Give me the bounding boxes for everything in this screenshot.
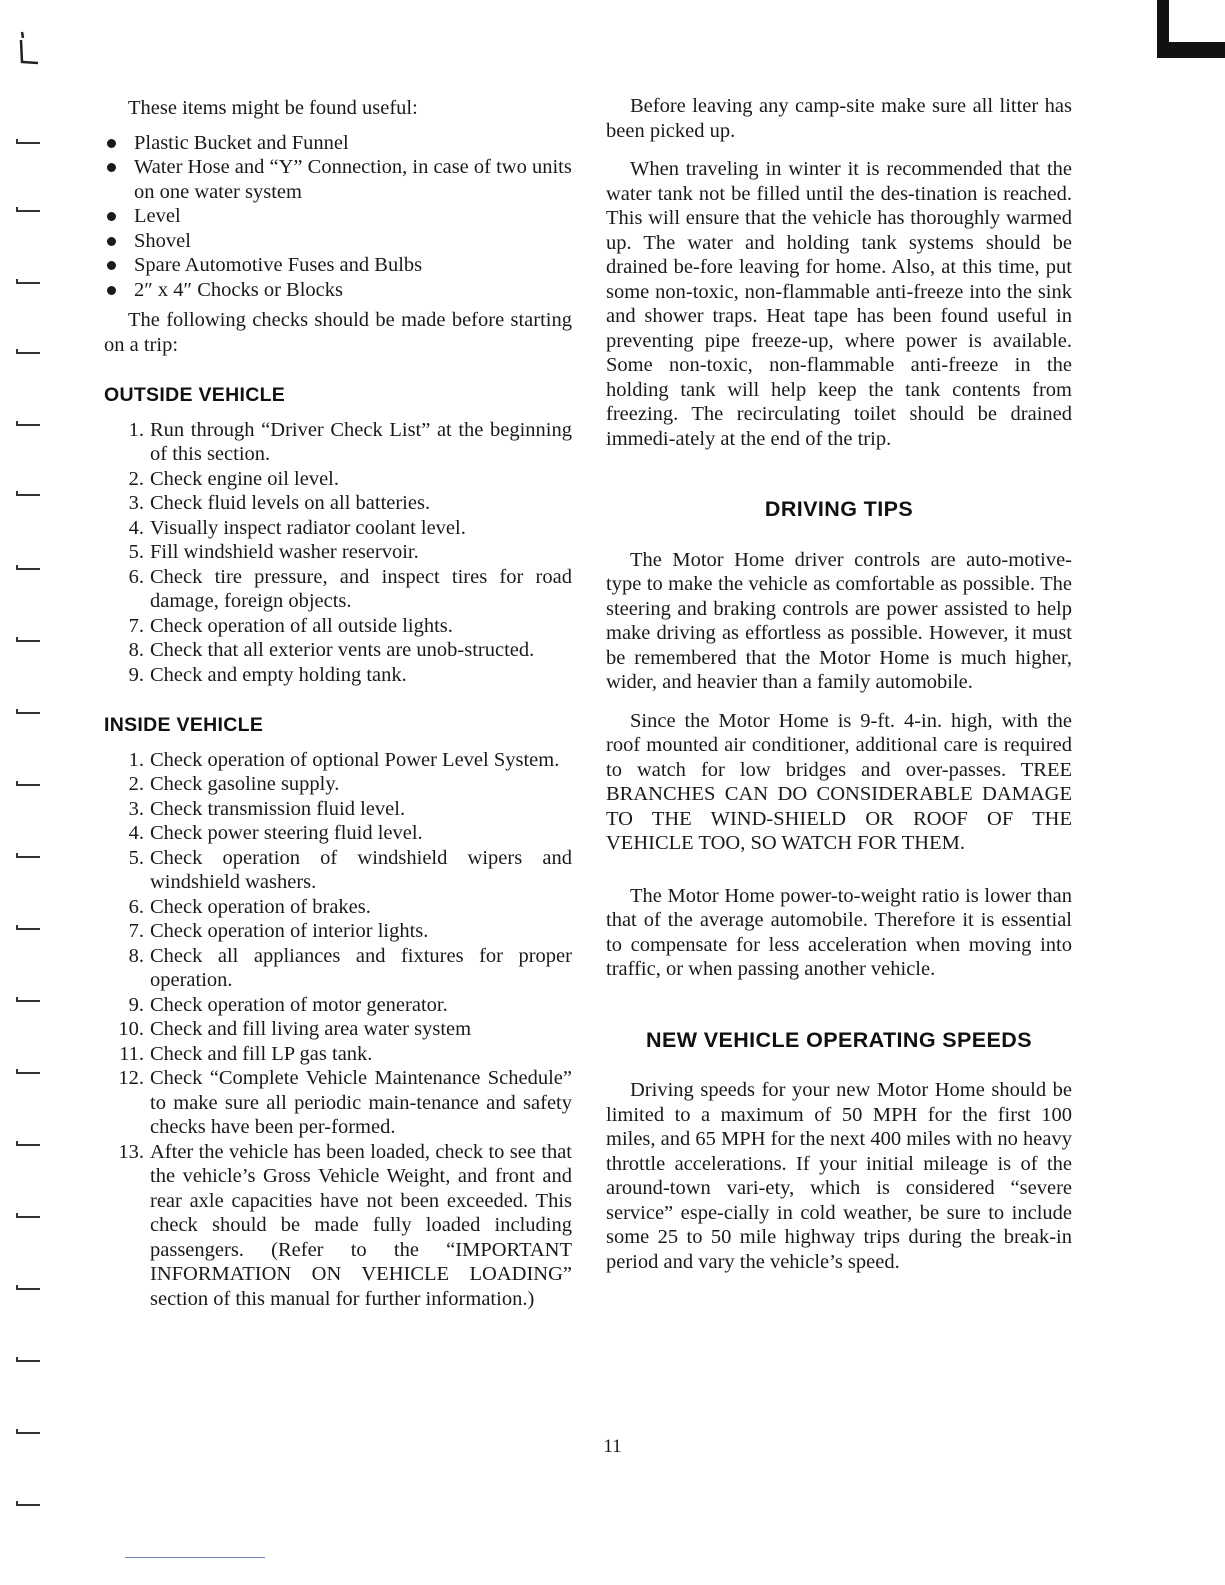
binding-tick <box>18 282 40 284</box>
list-item: 4. Check power steering fluid level. <box>128 822 423 844</box>
list-item: 9. Check and empty holding tank. <box>128 663 407 686</box>
list-item: 5. Check operation of windshield wipers and windshield washers. <box>128 846 572 893</box>
list-item: 3. Check transmission fluid level. <box>128 797 406 820</box>
binding-tick <box>18 1432 40 1434</box>
new-vehicle-speeds-heading: NEW VEHICLE OPERATING SPEEDS <box>646 1027 1032 1052</box>
right-column <box>606 94 1072 1274</box>
binding-tick <box>18 1000 40 1002</box>
binding-tick <box>18 856 40 858</box>
outside-vehicle-heading: OUTSIDE VEHICLE <box>104 384 286 406</box>
operating-speeds-paragraph: Driving speeds for your new Motor Home should be limited to a maximum of 50 MPH for the first 100 miles, and 65 MPH for the next 400 miles with no heavy throttle accelerations. If your initial mileage is of the around-town vari-ety, which is considered “severe service” espe-cially in cold weather, be sure to include some 25 to 50 mile highway trips during the break-in period and vary the vehicle’s speed. <box>606 1079 1072 1273</box>
height-warning-paragraph: Since the Motor Home is 9-ft. 4-in. high, with the roof mounted air conditioner, additional care is required to watch for low bridges and over-passes. TREE BRANCHES CAN DO CONSIDERABLE DAMAGE TO THE WIND-SHIELD OR ROOF OF THE VEHICLE TOO, SO WATCH FOR THEM. <box>606 709 1072 854</box>
binding-tick <box>18 784 40 786</box>
tree-branches-warning: TREE BRANCHES CAN DO CONSIDERABLE DAMAGE TO THE WIND-SHIELD OR ROOF OF THE VEHICLE TOO, SO WATCH FOR THEM. <box>606 758 1072 854</box>
bottom-rule <box>125 1557 265 1558</box>
page-tab-mark <box>1157 0 1225 58</box>
list-item: 2. Check gasoline supply. <box>128 773 340 795</box>
list-item: 2. Check engine oil level. <box>128 467 339 490</box>
binding-tick <box>18 712 40 714</box>
binding-tick <box>18 1216 40 1218</box>
binding-tick <box>18 640 40 642</box>
list-item: Plastic Bucket and Funnel <box>104 131 572 156</box>
list-item: 12. Check “Complete Vehicle Maintenance Schedule” to make sure all periodic main-tenance and safety checks have been per-formed. <box>118 1067 572 1138</box>
outside-vehicle-checklist <box>104 418 572 688</box>
binding-tick <box>18 352 40 354</box>
list-item: 6. Check tire pressure, and inspect tires for road damage, foreign objects. <box>128 565 572 612</box>
list-item: 9. Check operation of motor generator. <box>128 993 448 1016</box>
list-item: 8. Check all appliances and fixtures for proper operation. <box>128 944 572 991</box>
binding-tick <box>18 210 40 212</box>
list-item: Shovel <box>104 229 572 254</box>
binding-tick <box>18 1144 40 1146</box>
list-item: 5. Fill windshield washer reservoir. <box>128 541 419 563</box>
list-item: 1. Run through “Driver Check List” at the beginning of this section. <box>128 418 572 465</box>
list-item: 8. Check that all exterior vents are unob-structed. <box>128 639 535 661</box>
page-number: 11 <box>603 1436 622 1457</box>
binding-tick <box>18 568 40 570</box>
list-item: 7. Check operation of all outside lights. <box>128 614 453 637</box>
power-weight-paragraph: The Motor Home power-to-weight ratio is lower than that of the average automobile. Therefore it is essential to compensate for less acceleration when moving into traffic, or when passing another vehicle. <box>606 884 1072 980</box>
left-column <box>104 96 572 1311</box>
list-item: Water Hose and “Y” Connection, in case of two units on one water system <box>104 155 572 204</box>
list-item: Spare Automotive Fuses and Bulbs <box>104 253 572 278</box>
useful-items-list <box>104 131 572 303</box>
campsite-paragraph: Before leaving any camp-site make sure all litter has been picked up. <box>606 95 1072 142</box>
inside-vehicle-checklist <box>104 748 572 1312</box>
checks-intro: The following checks should be made before starting on a trip: <box>104 309 572 356</box>
list-item: 7. Check operation of interior lights. <box>128 920 429 942</box>
useful-items-intro: These items might be found useful: <box>128 97 418 119</box>
binding-tick <box>18 1072 40 1074</box>
binding-tick <box>18 494 40 496</box>
driving-tips-heading: DRIVING TIPS <box>764 497 914 521</box>
binding-tick <box>18 1288 40 1290</box>
binding-tick-marks <box>18 0 48 1585</box>
binding-tick <box>18 142 40 144</box>
binding-tick <box>18 1360 40 1362</box>
list-item: 10. Check and fill living area water system <box>118 1018 472 1040</box>
inside-vehicle-heading: INSIDE VEHICLE <box>104 714 264 736</box>
list-item: 3. Check fluid levels on all batteries. <box>128 492 431 514</box>
list-item: 11. Check and fill LP gas tank. <box>119 1042 373 1065</box>
binding-tick <box>18 928 40 930</box>
list-item: Level <box>104 204 572 229</box>
list-item: 13. After the vehicle has been loaded, check to see that the vehicle’s Gross Vehicle Weight, and front and rear axle capacities have not been exceeded. This check should be made fully loaded including passengers. (Refer to the “IMPORTANT INFORMATION ON VEHICLE LOADING” section of this manual for further information.) <box>118 1140 572 1310</box>
binding-tick <box>18 1504 40 1506</box>
list-item: 1. Check operation of optional Power Level System. <box>128 748 560 771</box>
list-item: 4. Visually inspect radiator coolant level. <box>128 516 466 539</box>
list-item: 6. Check operation of brakes. <box>128 895 371 918</box>
binding-tick <box>18 424 40 426</box>
driving-controls-paragraph: The Motor Home driver controls are auto-motive-type to make the vehicle as comfortable as possible. The steering and braking controls are power assisted to help make driving as effortless as possible. However, it must be remembered that the Motor Home is much higher, wider, and heavier than a family automobile. <box>606 548 1072 693</box>
winter-paragraph: When traveling in winter it is recommended that the water tank not be filled until the des-tination is reached. This will ensure that the vehicle has thoroughly warmed up. The water and holding tank systems should be drained be-fore leaving for home. Also, at this time, put some non-toxic, non-flammable anti-freeze into the sink and shower traps. Heat tape has been found useful in preventing pipe freeze-up, where power is available. Some non-toxic, non-flammable anti-freeze in the holding tank will help keep the tank contents from freezing. The recirculating toilet should be drained immedi-ately at the end of the trip. <box>606 158 1072 450</box>
list-item: 2″ x 4″ Chocks or Blocks <box>104 278 572 303</box>
